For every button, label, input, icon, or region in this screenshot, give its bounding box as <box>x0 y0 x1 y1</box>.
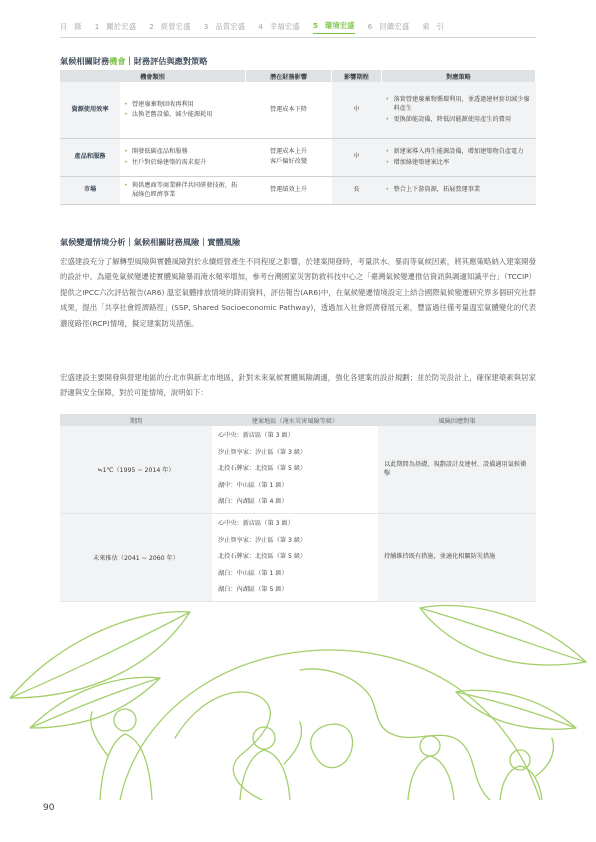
nav-number: 1 <box>94 22 107 31</box>
heading-prefix: 氣候相關財務 <box>60 56 110 66</box>
risk-response: 持續維持既有措施，並適化相關防災措施 <box>378 513 536 601</box>
opportunity-items <box>120 138 246 176</box>
opportunity-items <box>120 82 246 138</box>
financial-impact: 營運績效上升 <box>246 176 332 204</box>
list-item: • 新建案導入再生能源設備，增加建築物自產電力 <box>386 147 532 157</box>
list-item: • 住戶對於綠建築的需求提升 <box>124 158 242 168</box>
impact-period: 中 <box>332 82 382 138</box>
nav-number: 2 <box>149 22 161 31</box>
nav-item-3[interactable] <box>204 22 246 32</box>
risk-heading: 氣候變遷情境分析｜氣候相關財務風險｜實體風險 <box>60 237 241 247</box>
col-impact: 潛在財務影響 <box>246 70 332 82</box>
opportunity-table <box>60 70 536 205</box>
table-row <box>60 426 536 513</box>
list-item: • 營建廢棄物回收再利用 <box>124 100 242 110</box>
list-item: 汐止智享家：汐止區（第 3 級） <box>218 448 307 456</box>
nav-number: 5 <box>312 20 325 30</box>
nav-label: 幸福宏盛 <box>269 22 300 31</box>
list-item: 心中央：新店區（第 3 級） <box>218 432 294 439</box>
opportunity-category: 市場 <box>60 176 120 204</box>
list-item: • 開發低碳產品和服務 <box>124 147 242 157</box>
list-item: • 整合上下游資源，拓展營運事業 <box>386 185 532 195</box>
paragraph-1: 宏盛建設充分了解轉型風險與實體風險對於永續經營產生不同程度之影響，於建案開發時，考量洪水、暴雨等氣候因素，將其應策略納入建案開發的設計中。為避免氣候變遷使實體風險暴雨淹水頻率增加，參考台灣國家災害防救科技中心之「臺灣氣候變遷推估資訊與調適知識平台」（TCCIP）提供之IPCC六次評估報告(AR6) 溫室氣體排放情境的降雨資料，評估報告(AR6)中，在氣候變遷情境設定上結合國際氣候變遷研究界多個研究社群成果，提出「共享社會經濟路徑」(SSP, Shared Socioeconomic Pathway)，透過加入社會經濟發展元素，豐富過往僅考量溫室氣體變化的代表濃度路徑(RCP)情境，擬定建案防災措施。 <box>60 257 536 328</box>
list-item: 湖白：中山區（第 1 級） <box>218 569 288 577</box>
list-item: 北投石牌家：北投區（第 5 級） <box>218 465 307 473</box>
list-item: • 與供應商等商業夥伴共同研發技術，拓展綠色經濟事業 <box>124 181 242 200</box>
globe-illustration <box>0 578 596 800</box>
nav-number: 目 <box>60 22 75 31</box>
nav-item-6[interactable] <box>368 22 410 32</box>
nav-label: 引 <box>436 22 445 31</box>
list-item: 湖中：中山區（第 1 級） <box>218 481 288 489</box>
nav-item-7[interactable] <box>422 22 444 32</box>
top-nav <box>60 20 576 34</box>
list-item: • 汰換老舊設備，減少能源耗用 <box>124 110 242 120</box>
response-strategy <box>382 82 536 138</box>
person-head-1 <box>114 709 136 731</box>
response-strategy <box>382 176 536 204</box>
page-number: 90 <box>43 803 55 813</box>
nav-number: 索 <box>422 22 437 31</box>
list-item: • 更換節能設備，降低因能源使用產生的費用 <box>386 115 532 125</box>
nav-label: 錄 <box>74 22 82 31</box>
nav-divider <box>60 37 536 38</box>
opportunity-items <box>120 176 246 204</box>
physical-risk-table <box>60 414 536 602</box>
list-item: 心中央：新店區（第 3 級） <box>218 519 294 527</box>
financial-impact: 營運成本下降 <box>246 82 332 138</box>
list-item: 湖白：內湖區（第 4 級） <box>218 498 288 506</box>
nav-number: 3 <box>203 22 216 31</box>
continent-right <box>300 669 490 800</box>
response-strategy <box>382 138 536 176</box>
nav-label: 經營宏盛 <box>160 22 191 31</box>
opportunity-category: 資源使用效率 <box>60 82 120 138</box>
list-item: 汐止智享家：汐止區（第 3 級） <box>218 536 307 544</box>
nav-label: 環境宏盛 <box>324 20 355 30</box>
person-body-2 <box>240 750 290 800</box>
col-strategy: 對應策略 <box>382 70 536 82</box>
nav-item-1[interactable] <box>95 22 137 32</box>
nav-item-2[interactable] <box>149 22 191 32</box>
nav-label: 關於宏盛 <box>106 22 137 31</box>
nav-number: 4 <box>258 22 270 31</box>
leaf-right-1 <box>420 605 586 664</box>
col-area: 建案地區（淹水災害風險等級） <box>212 414 378 426</box>
nav-label: 回饋宏盛 <box>379 22 410 31</box>
heading-suffix: ｜財務評估與應對策略 <box>125 56 208 66</box>
table-row <box>60 138 536 176</box>
list-item: • 落實營建廢棄物循環利用，並透過建材套切減少廢料產生 <box>386 95 532 114</box>
col-period: 期間 <box>60 414 212 426</box>
col-period: 影響期程 <box>332 70 382 82</box>
impact-period: 長 <box>332 176 382 204</box>
list-item: 湖白：內湖區（第 5 級） <box>218 586 288 594</box>
area-list <box>212 426 378 513</box>
person-body-3 <box>408 756 454 800</box>
continent-middle <box>311 724 353 768</box>
paragraph-2: 宏盛建設主要開發與營建地區的台北市與新北市地區，針對未來氣候實體風險調適，強化各建案的設計規劃；並於防災設計上，確保建築素與居家舒適與安全保障，對於可能情境，說明如下： <box>60 373 536 398</box>
impact-period: 中 <box>332 138 382 176</box>
person-body-1 <box>100 734 152 800</box>
col-response: 風險因應對策 <box>378 414 536 426</box>
list-item: 北投石牌家：北投區（第 5 級） <box>218 553 307 561</box>
period-cell: ≒1℃（1995 ~ 2014 年） <box>60 426 212 513</box>
table-header-row <box>60 70 536 82</box>
risk-response: 以此期間為基礎，規劃設計及建材、設備適用氣候衝擊 <box>378 426 536 513</box>
nav-number: 6 <box>367 22 380 31</box>
list-item: • 增加綠建築建案比率 <box>386 158 532 168</box>
table-row <box>60 82 536 138</box>
nav-item-5[interactable] <box>313 21 355 34</box>
financial-impact: 營運成本上升 客戶偏好改變 <box>246 138 332 176</box>
person-head-4 <box>510 750 530 770</box>
person-head-3 <box>420 736 440 756</box>
table-header-row <box>60 414 536 426</box>
period-cell: 未來推估（2041 ~ 2060 年） <box>60 513 212 601</box>
opportunity-heading <box>60 56 207 67</box>
opportunity-category: 產品和服務 <box>60 138 120 176</box>
person-body-4 <box>500 766 542 800</box>
heading-accent: 機會 <box>109 56 126 66</box>
nav-item-0[interactable] <box>60 22 82 32</box>
nav-item-4[interactable] <box>258 22 300 32</box>
col-category: 機會類別 <box>60 70 246 82</box>
table-row <box>60 176 536 204</box>
nav-label: 品質宏盛 <box>215 22 246 31</box>
